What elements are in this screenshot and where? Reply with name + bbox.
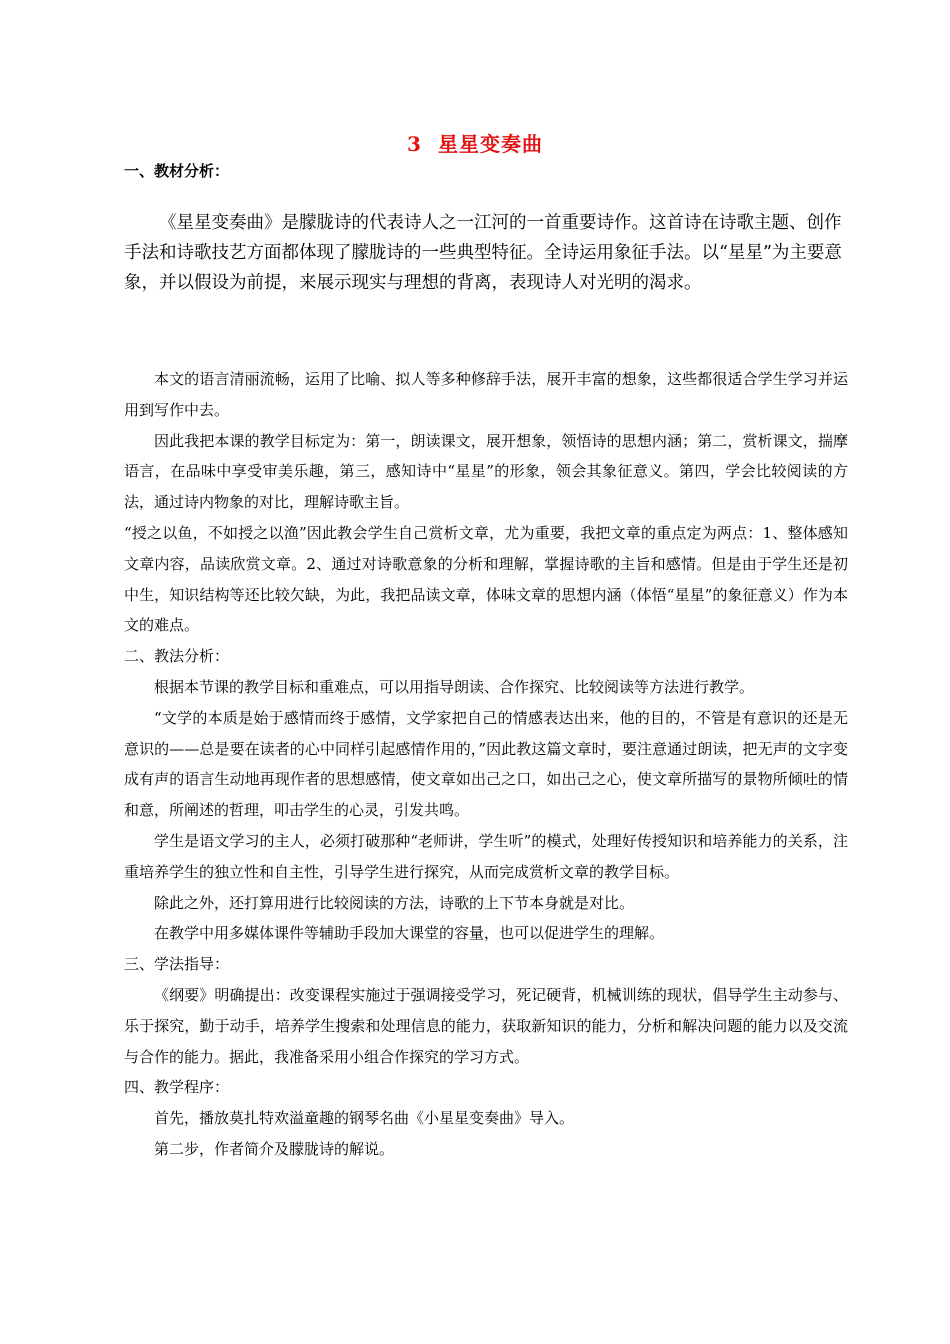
- section-heading-textbook-analysis: 一、教材分析：: [124, 162, 230, 180]
- section-heading-learning-guidance: 三、学法指导：: [124, 955, 230, 974]
- paragraph-multimedia: 在教学中用多媒体课件等辅助手段加大课堂的容量，也可以促进学生的理解。: [154, 924, 665, 943]
- paragraph-step-two: 第二步，作者简介及朦胧诗的解说。: [154, 1139, 395, 1158]
- page-title: [0, 128, 950, 157]
- paragraph-key-points: “授之以鱼，不如授之以渔”因此教会学生自己赏析文章，尤为重要，我把文章的重点定为两点：1、整体感知文章内容，品读欣赏文章。2、通过对诗歌意象的分析和理解，掌握诗歌的主旨和感情。但是由于学生还是初中生，知识结构等还比较欠缺，为此，我把品读文章，体味文章的思想内涵（体悟“星星”的象征意义）作为本文的难点。: [124, 523, 848, 635]
- title-text: 星星变奏曲: [437, 132, 543, 156]
- intro-paragraph: 《星星变奏曲》是朦胧诗的代表诗人之一江河的一首重要诗作。这首诗在诗歌主题、创作手法和诗歌技艺方面都体现了朦胧诗的一些典型特征。全诗运用象征手法。以“星星”为主要意象，并以假设为前提，来展示现实与理想的背离，表现诗人对光明的渴求。: [124, 213, 842, 293]
- paragraph-literature-quote: “文学的本质是始于感情而终于感情，文学家把自己的情感表达出来，他的目的，不管是有意识的还是无意识的——总是要在读者的心中同样引起感情作用的，”因此教这篇文章时，要注意通过朗读，把无声的文字变成有声的语言生动地再现作者的思想感情，使文章如出己之口，如出己之心，使文章所描写的景物所倾吐的情和意，所阐述的哲理，叩击学生的心灵，引发共鸣。: [124, 708, 848, 820]
- paragraph-teaching-goals: 因此我把本课的教学目标定为：第一，朗读课文，展开想象，领悟诗的思想内涵；第二，赏析课文，揣摩语言，在品味中享受审美乐趣，第三，感知诗中“星星”的形象，领会其象征意义。第四，学会比较阅读的方法，通过诗内物象的对比，理解诗歌主旨。: [124, 431, 848, 512]
- paragraph-student-centered: 学生是语文学习的主人，必须打破那种“老师讲，学生听”的模式，处理好传授知识和培养能力的关系，注重培养学生的独立性和自主性，引导学生进行探究，从而完成赏析文章的教学目标。: [124, 831, 848, 881]
- document-body: [124, 364, 848, 1165]
- section-heading-teaching-method: 二、教法分析：: [124, 647, 230, 666]
- paragraph-comparative-reading: 除此之外，还打算用进行比较阅读的方法，诗歌的上下节本身就是对比。: [154, 893, 635, 912]
- section-heading-teaching-procedure: 四、教学程序：: [124, 1078, 230, 1097]
- paragraph-language: 本文的语言清丽流畅，运用了比喻、拟人等多种修辞手法，展开丰富的想象，这些都很适合学生学习并运用到写作中去。: [124, 370, 848, 419]
- paragraph-methods: 根据本节课的教学目标和重难点，可以用指导朗读、合作探究、比较阅读等方法进行教学。: [154, 677, 755, 696]
- title-number: 3: [407, 132, 422, 156]
- paragraph-step-one: 首先，播放莫扎特欢溢童趣的钢琴名曲《小星星变奏曲》导入。: [154, 1109, 575, 1128]
- paragraph-outline: 《纲要》明确提出：改变课程实施过于强调接受学习，死记硬背，机械训练的现状，倡导学生主动参与、乐于探究，勤于动手，培养学生搜索和处理信息的能力，获取新知识的能力，分析和解决问题的能力以及交流与合作的能力。据此，我准备采用小组合作探究的学习方式。: [124, 985, 848, 1066]
